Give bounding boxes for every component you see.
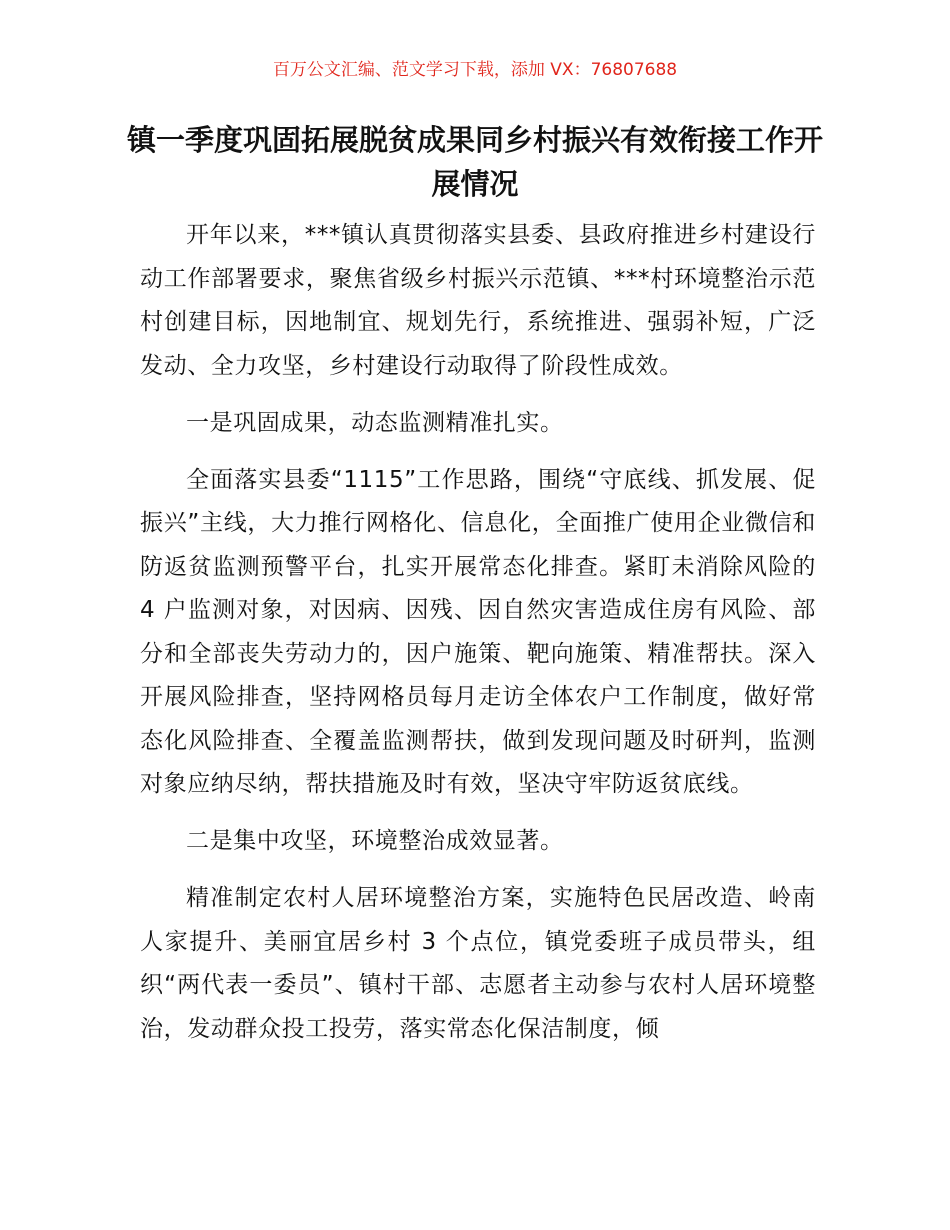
paragraph-section-1: 全面落实县委“1115”工作思路，围绕“守底线、抓发展、促振兴”主线，大力推行网格化、信息化，全面推广使用企业微信和防返贫监测预警平台，扎实开展常态化排查。紧盯未消除风险的 4 户监测对象，对因病、因残、因自然灾害造成住房有风险、部分和全部丧失劳动力的，因户施策、靶向施策、精准帮扶。深入开展风险排查，坚持网格员每月走访全体农户工作制度，做好常态化风险排查、全覆盖监测帮扶，做到发现问题及时研判，监测对象应纳尽纳，帮扶措施及时有效，坚决守牢防返贫底线。 [140,466,816,797]
paragraph-section-2: 精准制定农村人居环境整治方案，实施特色民居改造、岭南人家提升、美丽宜居乡村 3 个点位，镇党委班子成员带头，组织“两代表一委员”、镇村干部、志愿者主动参与农村人居环境整治，发动群众投工投劳，落实常态化保洁制度，倾 [140,885,816,1042]
section-heading-2: 二是集中攻坚，环境整治成效显著。 [186,828,564,854]
document-title: 镇一季度巩固拓展脱贫成果同乡村振兴有效衔接工作开展情况 [126,123,823,201]
header-note: 百万公文汇编、范文学习下载，添加 VX：76807688 [272,60,678,80]
paragraph-intro: 开年以来，***镇认真贯彻落实县委、县政府推进乡村建设行动工作部署要求，聚焦省级乡村振兴示范镇、***村环境整治示范村创建目标，因地制宜、规划先行，系统推进、强弱补短，广泛发动、全力攻坚，乡村建设行动取得了阶段性成效。 [140,222,816,379]
document-body [140,214,816,1065]
section-heading-1: 一是巩固成果，动态监测精准扎实。 [186,409,564,436]
